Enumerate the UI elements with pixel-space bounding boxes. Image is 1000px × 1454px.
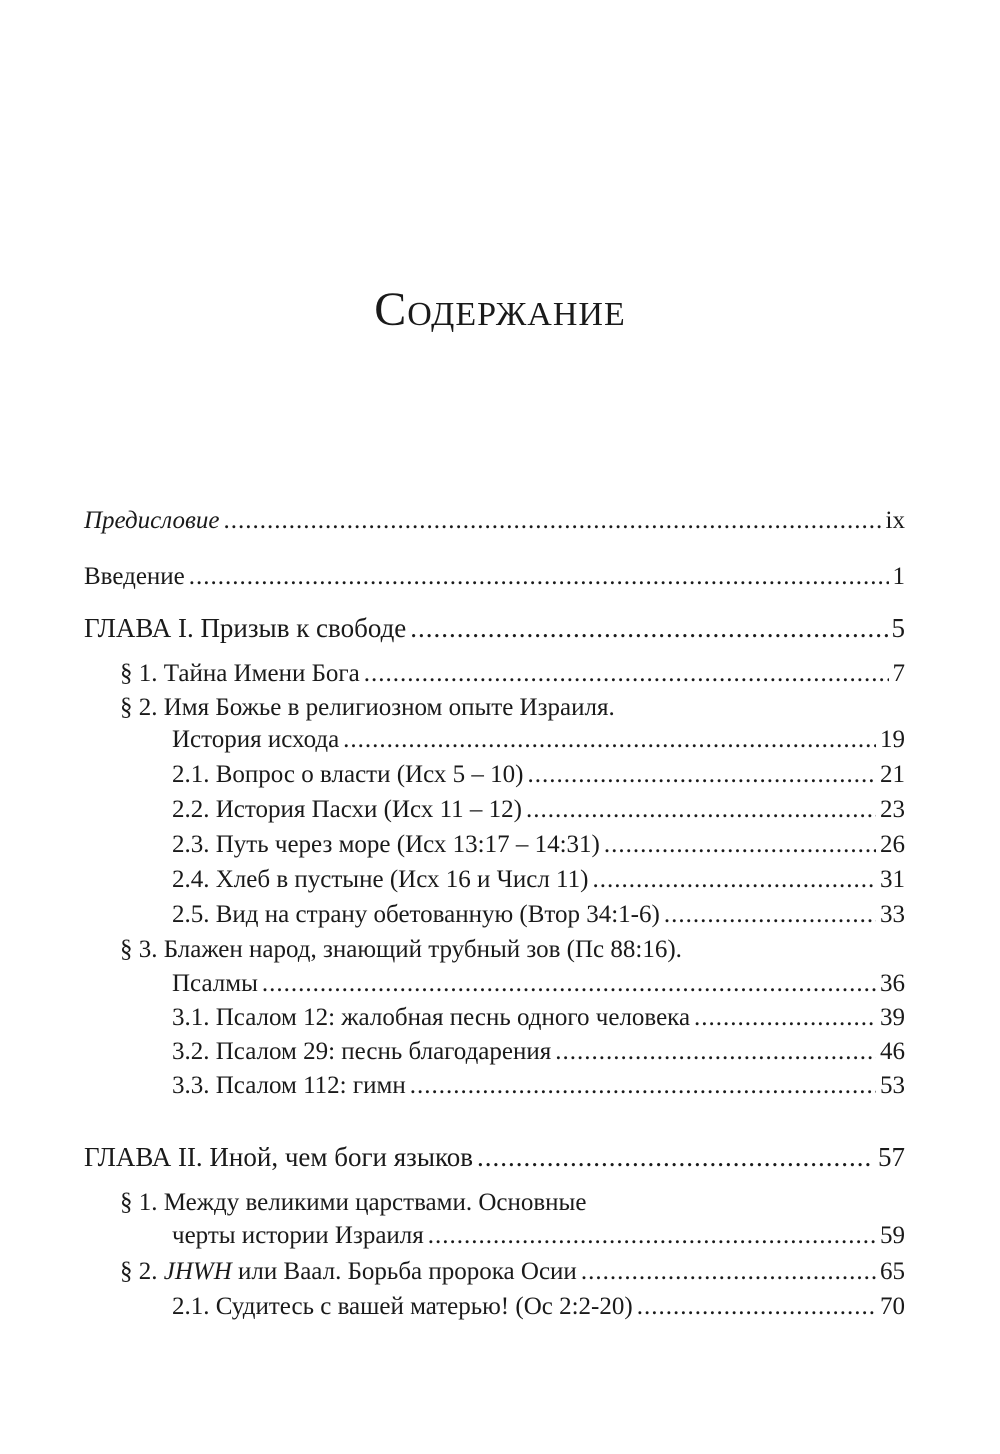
- toc-entry-ch1-section-2-heading: § 2. Имя Божье в религиозном опыте Израиля.: [120, 694, 615, 721]
- toc-entry-prefix: § 2.: [120, 1258, 164, 1285]
- toc-entry-label: ГЛАВА II. Иной, чем боги языков: [84, 1142, 473, 1172]
- toc-entry-rest: или Ваал. Борьба пророка Осии: [231, 1258, 577, 1285]
- toc-entry-page: 46: [880, 1038, 905, 1065]
- toc-entry-ch2-section-2[interactable]: [120, 1256, 905, 1288]
- toc-entry-ch1-section-1[interactable]: [120, 658, 905, 690]
- toc-entry-page: 57: [878, 1142, 905, 1172]
- toc-entry-ch2-section-1-heading: § 1. Между великими царствами. Основные: [120, 1189, 587, 1216]
- toc-entry-page: 26: [880, 831, 905, 858]
- toc-entry-page: 1: [892, 563, 905, 590]
- toc-entry-ch2-section-1[interactable]: [172, 1220, 905, 1252]
- toc-entry-label: черты истории Израиля: [172, 1222, 424, 1249]
- dot-leader: [694, 1002, 876, 1034]
- toc-entry-page: 19: [880, 726, 905, 753]
- toc-entry-label: § 1. Тайна Имени Бога: [120, 660, 360, 687]
- toc-entry-label: 3.2. Псалом 29: песнь благодарения: [172, 1038, 552, 1065]
- toc-entry-italic-term: JHWH: [163, 1258, 232, 1285]
- toc-entry-label: 2.3. Путь через море (Исх 13:17 – 14:31): [172, 831, 600, 858]
- toc-entry-page: 70: [880, 1293, 905, 1320]
- toc-entry-ch1-2-4[interactable]: [172, 864, 905, 896]
- dot-leader: [428, 1220, 876, 1252]
- dot-leader: [189, 561, 889, 593]
- toc-entry-chapter-1[interactable]: [84, 612, 905, 644]
- toc-entry-ch1-2-1[interactable]: [172, 759, 905, 791]
- dot-leader: [410, 1070, 876, 1102]
- toc-entry-preface[interactable]: [84, 505, 905, 537]
- toc-entry-label: [120, 1256, 577, 1288]
- toc-entry-label: 2.2. История Пасхи (Исх 11 – 12): [172, 796, 522, 823]
- toc-entry-ch1-3-3[interactable]: [172, 1070, 905, 1102]
- toc-entry-ch1-section-2[interactable]: [172, 724, 905, 756]
- toc-entry-label: История исхода: [172, 726, 340, 753]
- dot-leader: [527, 759, 876, 791]
- dot-leader: [343, 724, 876, 756]
- page-title: Содержание: [374, 283, 626, 336]
- toc-entry-chapter-2[interactable]: [84, 1141, 905, 1173]
- toc-entry-label: 2.5. Вид на страну обетованную (Втор 34:1-6): [172, 901, 660, 928]
- toc-entry-ch1-2-2[interactable]: [172, 794, 905, 826]
- toc-entry-label: Псалмы: [172, 970, 258, 997]
- toc-entry-label: 3.1. Псалом 12: жалобная песнь одного человека: [172, 1004, 691, 1031]
- toc-entry-page: 5: [891, 613, 905, 643]
- dot-leader: [664, 899, 876, 931]
- toc-entry-label: 2.4. Хлеб в пустыне (Исх 16 и Числ 11): [172, 866, 589, 893]
- toc-entry-page: 65: [880, 1258, 905, 1285]
- toc-entry-page: 23: [880, 796, 905, 823]
- toc-entry-label: Предисловие: [84, 507, 220, 534]
- dot-leader: [364, 658, 889, 690]
- toc-entry-ch1-3-1[interactable]: [172, 1002, 905, 1034]
- toc-entry-page: 39: [880, 1004, 905, 1031]
- toc-entry-label: 2.1. Судитесь с вашей матерью! (Ос 2:2-20): [172, 1293, 633, 1320]
- dot-leader: [410, 612, 887, 644]
- dot-leader: [592, 864, 876, 896]
- toc-entry-page: ix: [885, 507, 905, 534]
- dot-leader: [526, 794, 876, 826]
- dot-leader: [581, 1256, 876, 1288]
- dot-leader: [637, 1291, 876, 1323]
- toc-entry-page: 21: [880, 761, 905, 788]
- toc-entry-label: ГЛАВА I. Призыв к свободе: [84, 613, 407, 643]
- toc-entry-page: 59: [880, 1222, 905, 1249]
- toc-entry-ch1-3-2[interactable]: [172, 1036, 905, 1068]
- toc-entry-page: 33: [880, 901, 905, 928]
- toc-entry-ch2-2-1[interactable]: [172, 1291, 905, 1323]
- toc-entry-page: 53: [880, 1072, 905, 1099]
- toc-entry-label: Введение: [84, 563, 185, 590]
- toc-entry-ch1-section-3-heading: § 3. Блажен народ, знающий трубный зов (Пс 88:16).: [120, 936, 682, 963]
- toc-entry-ch1-2-3[interactable]: [172, 829, 905, 861]
- toc-entry-page: 7: [892, 660, 905, 687]
- toc-entry-page: 36: [880, 970, 905, 997]
- toc-entry-intro[interactable]: [84, 561, 905, 593]
- dot-leader: [223, 505, 881, 537]
- toc-entry-label: 2.1. Вопрос о власти (Исх 5 – 10): [172, 761, 524, 788]
- dot-leader: [555, 1036, 876, 1068]
- toc-entry-page: 31: [880, 866, 905, 893]
- dot-leader: [262, 968, 876, 1000]
- dot-leader: [604, 829, 876, 861]
- toc-entry-ch1-section-3[interactable]: [172, 968, 905, 1000]
- toc-entry-ch1-2-5[interactable]: [172, 899, 905, 931]
- toc-entry-label: 3.3. Псалом 112: гимн: [172, 1072, 406, 1099]
- dot-leader: [477, 1141, 874, 1173]
